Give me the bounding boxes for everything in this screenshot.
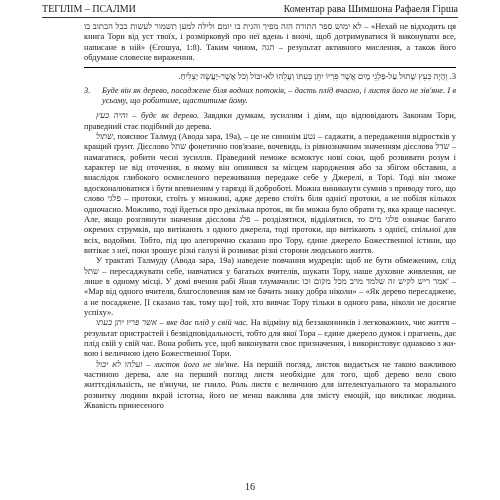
paragraph-3: שתול, пояснює Талмуд (Авода зара, 19а), – це не синонім נטע – саджати, а передаження відростків у кращий ґрунт. Дієслово שתל фонетично пов'язане, вочевидь, із рівнозначним значенням дієслова שדל – намагатися, робити чесні зусилля. Праведний неможе всмоктує нові соки, щоб розвивати розум і характер не від оточення, в якому він опинився за місцем народження або за збігом обставин, а внаслідок глибокого осмисленого переживання передаже себе у Джерелі, в Торі. Тоді він зможе вдосконалюватися і бути впевненим у гарязді й доброботі. Можна виникнути сумнів з приводу того, що слово פלגי – протоки, стоїть у множині, адже дерево стоїть біля однієї протоки, а не побіля кількох одночасно. Можливо, тоді йдеться про декілька проток, як би можна було обрати ту, яка краще насичує. Але, якщо розглянути значення дієслова פלג – розділятися, відділятися, то פלגי מים означає багато окремих струмків, що витікають з одного джерела, тоді протоки, що витікають з однієї, спільної для всіх, водойми. Тобто, під цю алегорично сказано про Тору, єдине джерело Божественної істини, що витікає з неї, поки зрошує різні галузі й розвиває різні сторони людського життя. (84, 132, 457, 255)
paragraph-1: לא ימוש ספר התורה הזה מפיך והגית בו יומם ולילה למען תשמור לעשות ככל הכתוב בו – «Нехай не відходить ця книга Тори від уст твоїх, і розмірковуй про неї вдень і вночі, щоб дотримуватися й виконувати все, написане в ній» (Єгошуа, 1:8). Таким чином, הגה – результат активного мислення, а також його обдумане словесне вираження. (84, 22, 456, 63)
header-right: Коментар рава Шимшона Рафаеля Гірша (283, 4, 458, 15)
lead-term: ועלהו לא יבול – листок його не зів'яне. (96, 359, 240, 369)
page-number: 16 (245, 482, 255, 493)
verse-number: 3. (84, 85, 91, 95)
header-rule (42, 17, 458, 18)
header-left: ТЕГІЛІМ – ПСАЛМИ (42, 4, 136, 15)
hebrew-verse: 3. וְהָיָה כְּעֵץ שָׁתוּל עַל-פַּלְגֵי מָיִם אֲשֶׁר פִּרְיוֹ יִתֵּן בְּעִתּוֹ וְעָלֵהוּ לֹא-יִבּוֹל וְכֹל אֲשֶׁר-יַעֲשֶׂה יַצְלִיחַ. (178, 72, 456, 82)
separator (84, 67, 456, 68)
lead-term: והיה כעץ – будє як дерево. (96, 111, 200, 121)
paragraph-6: ועלהו לא יבול – листок його не зів'яне. На першій погляд, листок видається не такою важливою частиною дерева, але на перший погляд листя необхідне для того, щоб дерево вело свою життєдіяльність, не в'янучи, не гнило. Роль листя є величною для інтелектуального та морального розвитку людини вкрай істотна, його не менш важлива для змісту емоцій, що викликає людина. Жвавість принесеного (84, 359, 456, 411)
running-header (42, 4, 458, 16)
page-body (84, 22, 456, 411)
paragraph-5: אשר פריו יתן בעתו – яке дає плід у свій час. На відміну від беззаконників і легковажних, чиє життя – результат пристрастей і безвідповідальності, тобто для якої Тора – єдине джерело думок і прагнень, дає плід свій у свій час. Вона робить усе, щоб виконувати своє призначення, і використовує однаково з живою і величною ідею Божественної Тори. (84, 318, 456, 359)
paragraph-4: У трактаті Талмуду (Авода зара, 19а) наведене повчання мудреців: щоб не бути обмеженим, слід שתל – пересаджувати себе, навчатися у багатьох вчителів, шукати Тору, наше духовне живлення, не лише в одному місці. У домі вчення рабі Яная тлумачили: אמר ריש לקיש זה שלמד מרב מכל מקום וכו' – «Мар від одного вчителя, благословення вам не бачить знаку добра ніколи» – «Як дерево пересаджене, а не посаджене. [І сказано так, тому що] той, хто вивчає Тору тільки в одного рава, ніколи не досягне успіху». (84, 256, 456, 317)
lead-term: אשר פריו יתן בעתו – яке дає плід у свій час. (96, 318, 249, 328)
verse-text: Буде він як дерево, посаджене біля водних потоків, – дасть плід вчасно, і листя його не зів'яне. І в усьому, що робитиме, щаститиме йому. (102, 85, 456, 106)
lead-term: שתול, (96, 132, 116, 142)
verse-translation (84, 86, 456, 107)
paragraph-2: והיה כעץ – будє як дерево. Завдяки думкам, зусиллям і діям, що відповідають Законам Тори, праведний стає подібний до дерева. (84, 111, 456, 131)
